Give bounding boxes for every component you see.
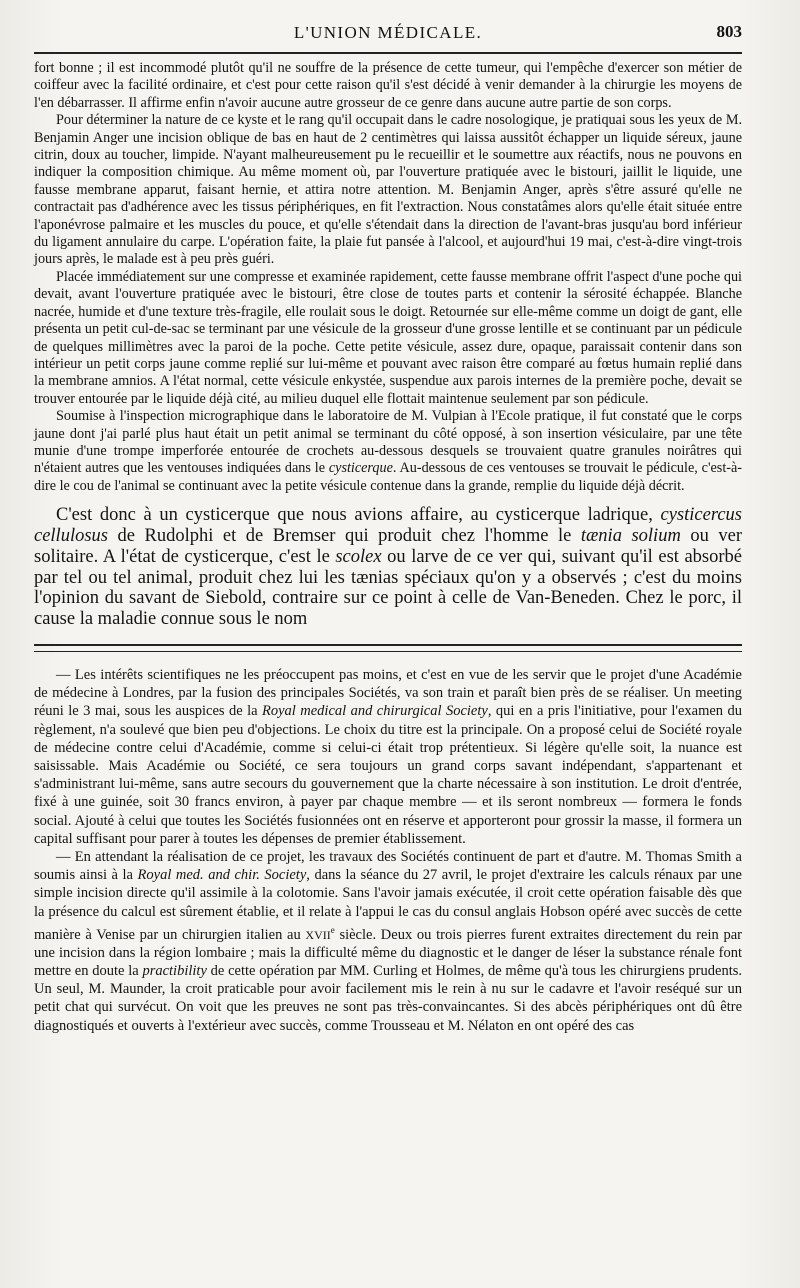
- paragraph: [34, 666, 742, 848]
- paragraph: fort bonne ; il est incommodé plutôt qu'il ne souffre de la présence de cette tumeur, qui l'empêche d'exercer son métier de coiffeur avec la facilité ordinaire, et c'est pour cette raison qu'il s'est décidé à venir demander à la chirurgie les moyens de l'en débarrasser. Il affirme enfin n'avoir aucune autre grosseur de ce genre dans aucune autre partie de son corps.: [34, 60, 742, 111]
- italic-term: Royal medical and chirurgical Society: [262, 703, 488, 720]
- text-run: . Au-dessous de ces ventouses se trouvait le pédicule, c'est-à-dire le cou de l'animal se continuant avec la petite vésicule contenue dans la grande, remplie du liquide déjà décrit.: [34, 460, 743, 494]
- text-run: siècle. Deux ou trois pierres furent extraites directement du rein par une incision dans la région lombaire ; mais la difficulté même du diagnostic et le danger de léser la substance rénale font mettre en doute la: [34, 926, 742, 980]
- page-number: 803: [716, 22, 742, 41]
- text-run: C'est donc à un cysticerque que nous avions affaire, au cysticerque ladrique,: [56, 505, 661, 526]
- running-header: [34, 18, 742, 48]
- text-run: ou larve de ce ver qui, suivant qu'il est absorbé par tel ou tel animal, produit chez lui les tænias spéciaux qu'on y a observés ; c'est du moins l'opinion du savant de Siebold, contraire sur ce point à celle de Van-Beneden. Chez le porc, il cause la maladie connue sous le nom: [34, 546, 742, 630]
- text-run: — Les intérêts scientifiques ne les préoccupent pas moins, et c'est en vue de les servir que le projet d'une Académie de médecine à Londres, par la fusion des principales Sociétés, va son train et paraît bien près de se réaliser. Un meeting réuni le 3 mai, sous les auspices de la: [34, 666, 742, 720]
- text-run: — En attendant la réalisation de ce projet, les travaux des Sociétés continuent de part et d'autre. M. Thomas Smith a soumis ainsi à la: [34, 848, 742, 884]
- paragraph: [34, 848, 742, 1035]
- paragraph: [34, 505, 742, 630]
- text-run: , dans la séance du 27 avril, le projet d'extraire les calculs rénaux par une simple incision directe qu'il assimile à la colotomie. Sans l'avoir jamais exécutée, il croit cette opération faisable dès que la présence du calcul est sûrement établie, et il relate à l'appui le cas du consul anglais Hobson opéré avec succès de cette manière à Venise par un chirurgien italien au: [34, 867, 742, 943]
- italic-term: cysticercus cellulosus: [34, 505, 742, 546]
- italic-term: tænia solium: [580, 525, 681, 546]
- text-run: de cette opération par MM. Curling et Holmes, de même qu'à tous les chirurgiens prudents. Un seul, M. Maunder, la croit praticable pour avoir facilement mis le rein à nu sur le cadavre et l'avoir reséqué sur un petit chat qui survécut. On voit que les preuves ne sont pas très-convaincantes. Si des abcès périphériques ont dû être diagnostiqués et ouverts à l'extérieur avec succès, comme Trousseau et M. Nélaton en ont opéré des cas: [34, 963, 742, 1034]
- superscript: e: [330, 924, 335, 935]
- text-run: ou ver solitaire. A l'état de cysticerque, c'est le: [34, 525, 742, 567]
- section-divider: [34, 644, 742, 652]
- text-run: Soumise à l'inspection micrographique dans le laboratoire de M. Vulpian à l'Ecole pratique, il fut constaté que le corps jaune dont j'ai parlé plus haut était un petit animal se terminant du côté opposé, à son insertion vésiculaire, par une tête munie d'une trompe imperforée entourée de crochets au-dessous desquels se trouvaient quatre granules noirâtres qui n'étaient autres que les ventouses indiquées dans le: [34, 408, 742, 477]
- italic-term: practibility: [142, 963, 207, 980]
- italic-term: cysticerque: [328, 460, 393, 477]
- header-rule: [34, 52, 742, 54]
- century-numeral: XVII: [305, 927, 331, 942]
- journal-title: L'UNION MÉDICALE.: [293, 23, 483, 42]
- italic-term: Royal med. and chir. Society: [137, 867, 307, 884]
- case-report-section: [34, 60, 742, 495]
- large-type-section: [34, 505, 742, 630]
- paragraph: Placée immédiatement sur une compresse et examinée rapidement, cette fausse membrane offrit l'aspect d'une poche qui devait, avant l'ouverture pratiquée avec le bistouri, être close de toutes parts et contenir la sérosité échappée. Blanche nacrée, humide et d'une texture très-fragile, elle roulait sous le doigt. Retournée sur elle-même comme un doigt de gant, elle présenta un petit cul-de-sac se terminant par une vésicule de la grosseur d'une grosse lentille et se continuant par un pédicule de quelques millimètres avec la paroi de la poche. Cette petite vésicule, assez dure, opaque, paraissait contenir dans son intérieur un petit corps jaune comme replié sur lui-même et pouvant avec raison être comparé au fœtus humain replié dans la membrane amnios. A l'état normal, cette vésicule enkystée, suspendue aux parois internes de la première poche, devait se trouver entourée par le liquide déjà cité, au milieu duquel elle flottait maintenue seulement par son pédicule.: [34, 268, 742, 407]
- italic-term: scolex: [335, 546, 382, 567]
- news-section: [34, 666, 742, 1035]
- text-run: , qui en a pris l'initiative, pour l'examen du règlement, n'a soulevé que bien peu d'objections. Le choix du titre est la principale. On a proposé celui de Société royale de médecine contre celui d'Académie, comme si celui-ci était trop prétentieux. Si légère qu'elle soit, la nuance est saisissable. Mais Académie ou Société, ce sera toujours un grand corps savant indépendant, s'appartenant et s'administrant lui-même, sans autre secours du gouvernement que la charte nécessaire à son institution. Le droit d'entrée, fixé à une guinée, soit 30 francs environ, à payer par chaque membre — et ils seront nombreux — formera le fonds social. Ajouté à celui que toutes les Sociétés fusionnées ont en réserve et apporteront pour grossir la masse, il formera un capital suffisant pour parer à toutes les dépenses de premier établissement.: [34, 703, 742, 847]
- paragraph: [34, 408, 742, 495]
- text-run: de Rudolphi et de Bremser qui produit chez l'homme le: [108, 525, 581, 546]
- paragraph: Pour déterminer la nature de ce kyste et le rang qu'il occupait dans le cadre nosologique, je pratiquai sous les yeux de M. Benjamin Anger une incision oblique de bas en haut de 2 centimètres qui laissa aussitôt échapper un liquide séreux, jaune citrin, doux au toucher, limpide. N'ayant malheureusement pu le recueillir et le soumettre aux réactifs, nous ne pouvons en indiquer la composition chimique. Au même moment où, par l'ouverture pratiquée avec le bistouri, jaillit le liquide, une fausse membrane apparut, faisant hernie, et attira notre attention. M. Benjamin Anger, après s'être assuré qu'elle ne contractait pas d'adhérence avec les tissus périphériques, en fit l'extraction. Nous constatâmes alors qu'elle était située entre l'aponévrose palmaire et les muscles du pouce, et qu'elle s'étendait dans la direction de l'avant-bras jusqu'au bord inférieur du ligament annulaire du carpe. L'opération faite, la plaie fut pansée à l'alcool, et aujourd'hui 19 mai, c'est-à-dire vingt-trois jours après, le malade est à peu près guéri.: [34, 112, 742, 268]
